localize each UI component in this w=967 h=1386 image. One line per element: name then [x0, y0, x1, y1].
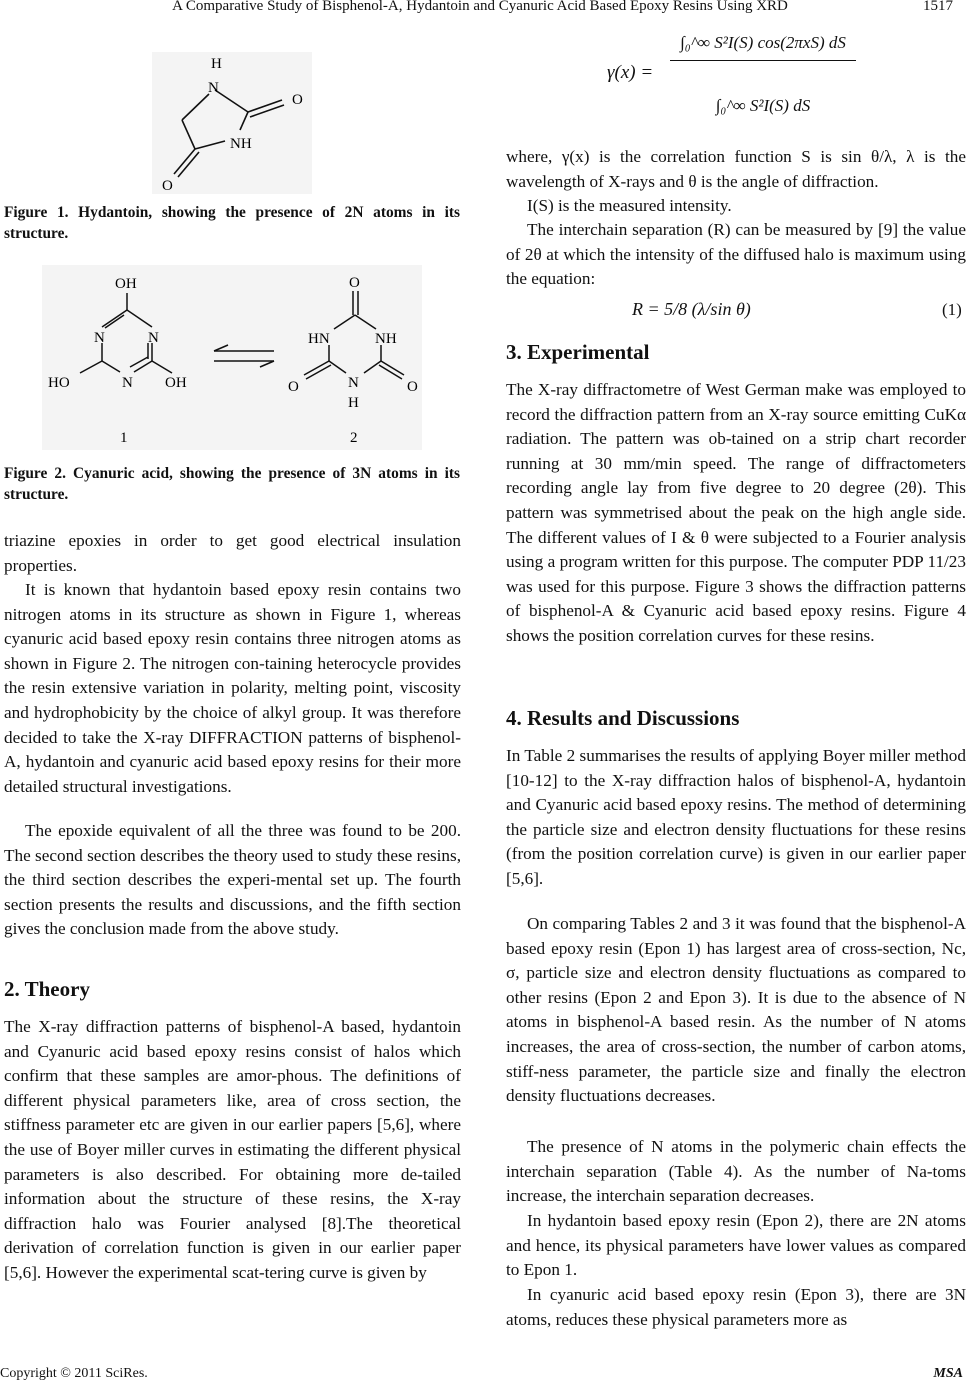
fig2-right-n-bottom: N [348, 375, 359, 391]
fig1-atom-nh: NH [230, 136, 252, 152]
fig2-label-1: 1 [120, 430, 128, 446]
figure-2-caption: Figure 2. Cyanuric acid, showing the presence of 3N atoms in its structure. [4, 465, 460, 503]
fig2-label-2: 2 [350, 430, 358, 446]
figure-1-hydantoin [152, 52, 312, 194]
equation-denominator: ∫₀^∞ S²I(S) dS [715, 96, 811, 115]
footer-journal: MSA [933, 1366, 963, 1381]
paragraph-interchain-separation: The interchain separation (R) can be measured by [9] the value of 2θ at which the intensity of the diffused halo is maximum using the equation: [506, 220, 966, 289]
paragraph-where: where, γ(x) is the correlation function S is sin θ/λ, λ is the wavelength of X-rays and θ is the angle of diffraction. [506, 147, 966, 191]
paragraph-theory: The X-ray diffraction patterns of bisphenol-A based, hydantoin and Cyanuric acid based epoxy resins consist of halos which confirm that these samples are amor-phous. The definitions of different physical parameters like, area of cross section, the stiffness parameter etc are given in our earlier papers [5,6], where the use of Boyer miller curves in estimating the different physical parameters is also described. For obtaining more de-tailed information about the structure of these resins, the X-ray diffraction halo was Fourier analysed [8].The theoretical derivation of correlation function is given in our earlier paper [5,6]. However the experimental scat-tering curve is given by [4, 1017, 461, 1282]
fig2-left-n-right: N [148, 330, 159, 346]
paragraph-triazine: triazine epoxies in order to get good electrical insulation properties. [4, 531, 461, 575]
equation-numerator: ∫₀^∞ S²I(S) cos(2πxS) dS [680, 33, 846, 52]
paragraph-measured-intensity: I(S) is the measured intensity. [527, 196, 732, 215]
paragraph-results-5: In cyanuric acid based epoxy resin (Epon 3), there are 3N atoms, reduces these physical parameters more as [506, 1285, 966, 1329]
paragraph-results-2: On comparing Tables 2 and 3 it was found that the bisphenol-A based epoxy resin (Epon 1) has largest area of cross-section, Nc, σ, particle size and electron density fluctuations as compared to other resins (Epon 2 and Epon 3). It is due to the absence of N atoms in bisphenol-A based resin. As the number of N atoms increases, the area of cross-section, the number of carbon atoms, stiff-ness parameter, the particle size and finally the electron density fluctuations decreases. [506, 914, 966, 1106]
equation-gamma-lhs: γ(x) = [607, 62, 654, 83]
fig2-left-n-left: N [94, 330, 105, 346]
paragraph-hydantoin-nitrogen: It is known that hydantoin based epoxy resin contains two nitrogen atoms in its structure as shown in Figure 1, whereas cyanuric acid based epoxy resin contains three nitrogen atoms as shown in Figure 2. The nitrogen con-taining heterocycle provides the resin extensive variation in polarity, melting point, viscosity and hydrophobicity by the choice of alkyl group. It was therefore decided to take the X-ray DIFFRACTION patterns of bisphenol-A, hydantoin and cyanuric acid based epoxy resins for their more detailed structural investigations. [4, 580, 461, 796]
paragraph-results-3: The presence of N atoms in the polymeric chain effects the interchain separation (Table 4). As the number of Na-toms increase, the interchain separation decreases. [506, 1137, 966, 1206]
heading-experimental: 3. Experimental [506, 340, 650, 364]
fig1-atom-o-bottom: O [162, 178, 173, 194]
fig2-right-hn: HN [308, 331, 330, 347]
equation-1-label: (1) [942, 300, 962, 319]
fig2-right-o-left: O [288, 379, 299, 395]
footer-copyright: Copyright © 2011 SciRes. [0, 1366, 148, 1381]
paragraph-results-1: In Table 2 summarises the results of applying Boyer miller method [10-12] to the X-ray diffraction halos of bisphenol-A, hydantoin and Cyanuric acid based epoxy resins. The method of determining the particle size and electron density fluctuations for these resins (from the position correlation curve) is given in our earlier paper [5,6]. [506, 746, 966, 888]
fig1-atom-n: N [208, 80, 219, 96]
figure-1-caption: Figure 1. Hydantoin, showing the presence of 2N atoms in its structure. [4, 204, 460, 242]
fig2-right-o-top: O [349, 275, 360, 291]
figure-2-cyanuric-acid [42, 265, 422, 450]
heading-theory: 2. Theory [4, 977, 90, 1001]
fig2-right-o-right: O [407, 379, 418, 395]
fig1-atom-h: H [211, 56, 222, 72]
fig2-left-oh-right: OH [165, 375, 187, 391]
equation-R: R = 5/8 (λ/sin θ) [632, 299, 751, 319]
fig2-right-h: H [348, 395, 359, 411]
paragraph-epoxide-equivalent: The epoxide equivalent of all the three was found to be 200. The second section describes the theory used to study these resins, the third section describes the experi-mental set up. The fourth section presents the results and discussions, and the fifth section gives the conclusion made from the above study. [4, 821, 461, 939]
page-number: 1517 [923, 0, 953, 14]
fig2-left-n-bottom: N [122, 375, 133, 391]
paragraph-results-4: In hydantoin based epoxy resin (Epon 2), there are 2N atoms and hence, its physical parameters have lower values as compared to Epon 1. [506, 1211, 966, 1280]
fig2-left-oh-top: OH [115, 276, 137, 292]
running-title: A Comparative Study of Bisphenol-A, Hydantoin and Cyanuric Acid Based Epoxy Resins Using XRD [172, 0, 788, 14]
paragraph-experimental: The X-ray diffractometre of West German make was employed to record the diffraction pattern from an X-ray source emitting CuKα radiation. The pattern was ob-tained on a strip chart recorder running at 30 mm/min speed. The range of diffractometers recording angle lay from five degree to 20 degree (2θ). This pattern was symmetrised about the peak on the high angle side. The different values of I & θ were subjected to a Fourier analysis using a program written for this purpose. The computer PDP 11/23 was used for this purpose. Figure 3 shows the diffraction patterns of bisphenol-A & Cyanuric acid based epoxy resins. Figure 4 shows the position correlation curves for these resins. [506, 380, 966, 645]
heading-results: 4. Results and Discussions [506, 706, 740, 730]
equation-fraction-bar [670, 60, 856, 61]
fig2-left-ho: HO [48, 375, 70, 391]
fig1-atom-o-right: O [292, 92, 303, 108]
fig2-right-nh: NH [375, 331, 397, 347]
